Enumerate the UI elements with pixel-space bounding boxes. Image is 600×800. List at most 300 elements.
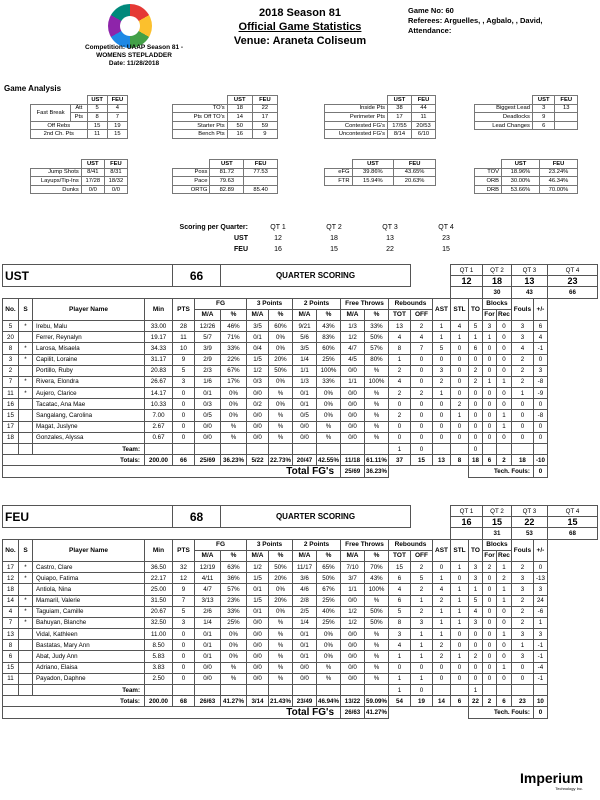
- stat-cell: 0%: [221, 388, 247, 399]
- stat-cell: 1: [451, 606, 469, 617]
- row-label: Inside Pts: [325, 104, 388, 113]
- sub-pct: %: [365, 550, 389, 561]
- row-label: TOV: [475, 168, 502, 177]
- qt-header: QT 4: [547, 265, 597, 276]
- stat-cell: 0: [411, 399, 433, 410]
- stat-cell: 7: [173, 595, 195, 606]
- player-row: [3, 343, 598, 354]
- col-ust: UST: [227, 96, 252, 105]
- quarter-score: 15: [483, 517, 512, 528]
- sub-for: For: [483, 550, 497, 561]
- blank-cell: [433, 444, 451, 455]
- stat-cell: 0/3: [195, 399, 221, 410]
- inside-pts-table: [324, 95, 436, 139]
- stat-cell: 1: [433, 606, 451, 617]
- total-fgs-value: 25/69: [341, 466, 365, 478]
- stat-row: [173, 177, 278, 186]
- stat-cell: 4: [511, 343, 533, 354]
- stat-cell: 100%: [365, 584, 389, 595]
- stat-cell: 0: [451, 662, 469, 673]
- sub-for: For: [483, 309, 497, 320]
- cell: 30.00%: [502, 177, 540, 186]
- stat-cell: 0: [497, 651, 512, 662]
- venue-label: Venue: Araneta Coliseum: [233, 35, 367, 47]
- col-ast: AST: [433, 298, 451, 320]
- stat-cell: 5.83: [145, 651, 173, 662]
- stat-cell: 15: [389, 561, 411, 572]
- totals-row: [3, 696, 598, 707]
- stat-cell: 0: [483, 354, 497, 365]
- stat-cell: -1: [533, 651, 547, 662]
- stat-cell: 0: [451, 354, 469, 365]
- stat-cell: 0/1: [293, 629, 317, 640]
- stat-cell: 3/13: [195, 595, 221, 606]
- stat-cell: 1/2: [247, 561, 269, 572]
- stat-cell: *: [19, 617, 33, 628]
- stat-cell: 0/0: [341, 651, 365, 662]
- stat-cell: 1: [389, 673, 411, 684]
- stat-cell: 0: [511, 399, 533, 410]
- stat-cell: 2: [433, 595, 451, 606]
- stat-cell: 15: [3, 662, 19, 673]
- stat-cell: 0/0: [247, 629, 269, 640]
- qt-header: QT 1: [451, 265, 483, 276]
- stat-cell: 0: [483, 651, 497, 662]
- stat-cell: *: [19, 573, 33, 584]
- stat-cell: 5/7: [195, 332, 221, 343]
- stat-cell: 20%: [269, 354, 293, 365]
- stat-cell: 0/1: [195, 640, 221, 651]
- stat-cell: 3: [533, 365, 547, 376]
- col-2pts: 2 Points: [293, 298, 341, 309]
- stat-cell: %: [317, 662, 341, 673]
- cell: 38: [387, 104, 411, 113]
- stat-cell: *: [19, 376, 33, 387]
- spq-value: 16: [274, 246, 282, 253]
- cell: 17/28: [81, 177, 104, 186]
- blank-cell: [317, 444, 341, 455]
- stat-cell: %: [317, 421, 341, 432]
- stat-cell: 0/1: [293, 388, 317, 399]
- blank-cell: [433, 685, 451, 696]
- stat-cell: 0: [173, 662, 195, 673]
- row-label: TO's: [173, 104, 228, 113]
- stat-cell: 0: [483, 595, 497, 606]
- blank-cell: [3, 685, 19, 696]
- col-stl: STL: [451, 298, 469, 320]
- stat-cell: 17: [3, 561, 19, 572]
- stat-cell: 2: [411, 320, 433, 331]
- stat-cell: 0: [451, 376, 469, 387]
- tech-fouls-label: Tech. Fouls:: [469, 466, 534, 478]
- totals-label: Totals:: [3, 455, 145, 466]
- total-fgs-pct: 36.23%: [365, 466, 389, 478]
- stat-cell: 70%: [365, 561, 389, 572]
- col-fg: FG: [195, 539, 247, 550]
- stat-cell: 0: [469, 629, 483, 640]
- stat-cell: 34.33: [145, 343, 173, 354]
- stat-cell: 1: [469, 584, 483, 595]
- stat-cell: 0: [173, 432, 195, 443]
- total-cell: 13: [433, 455, 451, 466]
- stat-cell: 1: [433, 320, 451, 331]
- stat-cell: 3: [173, 376, 195, 387]
- total-cell: 41.27%: [221, 696, 247, 707]
- stat-cell: 1/6: [195, 376, 221, 387]
- stat-cell: 3: [511, 651, 533, 662]
- stat-cell: 0%: [269, 399, 293, 410]
- cell: 53.66%: [502, 185, 540, 194]
- stat-cell: 1: [433, 573, 451, 584]
- stat-cell: 1: [511, 640, 533, 651]
- stat-cell: 0: [451, 388, 469, 399]
- stat-cell: 50%: [365, 617, 389, 628]
- col-blocks: Blocks: [483, 298, 512, 309]
- stat-cell: 0/0: [247, 388, 269, 399]
- stat-cell: 1/1: [341, 376, 365, 387]
- stat-cell: 0: [173, 651, 195, 662]
- total-cell: 5/22: [247, 455, 269, 466]
- stat-cell: 0/1: [195, 388, 221, 399]
- cell: 15.94%: [352, 177, 394, 186]
- stat-cell: 5: [173, 606, 195, 617]
- stat-cell: 0: [497, 320, 512, 331]
- stat-cell: 0: [533, 354, 547, 365]
- stat-cell: 0: [173, 399, 195, 410]
- sub-ma: M/A: [195, 550, 221, 561]
- stat-cell: 22%: [221, 354, 247, 365]
- stat-cell: 2: [451, 399, 469, 410]
- stat-cell: 0: [469, 399, 483, 410]
- blank-cell: [365, 685, 389, 696]
- stat-cell: 36.50: [145, 561, 173, 572]
- stat-cell: 0/0: [247, 651, 269, 662]
- stat-cell: %: [365, 640, 389, 651]
- stat-cell: 0: [533, 432, 547, 443]
- stat-cell: 0: [511, 421, 533, 432]
- stat-cell: 0/0: [341, 410, 365, 421]
- stat-cell: Magat, Juslyne: [33, 421, 145, 432]
- stat-cell: 0: [451, 573, 469, 584]
- stat-cell: 5: [411, 573, 433, 584]
- cell: 17/55: [387, 121, 411, 130]
- sub-ma: M/A: [341, 550, 365, 561]
- total-cell: 61.11%: [365, 455, 389, 466]
- qt-header: QT 1: [451, 506, 483, 517]
- col-player: Player Name: [33, 298, 145, 320]
- stat-cell: Rivera, Elondra: [33, 376, 145, 387]
- stat-cell: 0: [497, 354, 512, 365]
- stat-cell: 0: [451, 673, 469, 684]
- total-cell: 200.00: [145, 455, 173, 466]
- col-3pts: 3 Points: [247, 539, 293, 550]
- season-title: 2018 Season 81: [259, 7, 341, 19]
- stat-cell: 0: [469, 388, 483, 399]
- col-ust: UST: [87, 96, 107, 105]
- stat-cell: 0: [497, 332, 512, 343]
- stat-cell: 2/6: [195, 606, 221, 617]
- stat-cell: 65%: [317, 561, 341, 572]
- stat-cell: 3/5: [293, 343, 317, 354]
- stat-cell: 2: [433, 640, 451, 651]
- stat-cell: 11: [3, 388, 19, 399]
- stat-cell: %: [365, 629, 389, 640]
- team-label: Team:: [33, 685, 145, 696]
- stat-cell: %: [365, 399, 389, 410]
- stat-cell: 1: [497, 410, 512, 421]
- qt-header: QT 4: [547, 506, 597, 517]
- stat-cell: 0: [173, 410, 195, 421]
- blank-cell: [195, 444, 221, 455]
- blank-cell: [341, 444, 365, 455]
- total-cell: -10: [533, 455, 547, 466]
- rebound-rate-table: [474, 159, 578, 194]
- stat-cell: 3: [469, 561, 483, 572]
- stat-cell: 28: [173, 320, 195, 331]
- stat-cell: Larosa, Misaela: [33, 343, 145, 354]
- cell: 5: [87, 104, 107, 113]
- stat-cell: 4: [389, 332, 411, 343]
- cell: 13: [555, 104, 578, 113]
- scoring-per-quarter: [170, 222, 474, 255]
- stat-cell: 0: [497, 673, 512, 684]
- shot-type-table: [30, 159, 128, 194]
- stat-cell: 0/1: [195, 629, 221, 640]
- stat-cell: %: [221, 673, 247, 684]
- col-feu: FEU: [104, 160, 127, 169]
- stat-row: [31, 177, 128, 186]
- stat-cell: 50%: [269, 561, 293, 572]
- stat-cell: Irebu, Malu: [33, 320, 145, 331]
- stat-cell: 2: [389, 410, 411, 421]
- stat-cell: 11.00: [145, 629, 173, 640]
- stat-cell: 1: [533, 617, 547, 628]
- col-ust: UST: [352, 160, 394, 169]
- stat-cell: Abat, Judy Ann: [33, 651, 145, 662]
- stat-cell: 0%: [221, 651, 247, 662]
- stat-cell: 1: [451, 332, 469, 343]
- stat-cell: 0: [483, 388, 497, 399]
- stat-cell: [19, 640, 33, 651]
- stat-cell: 5: [469, 320, 483, 331]
- stat-cell: 0: [497, 388, 512, 399]
- cell: 18/32: [104, 177, 127, 186]
- stat-cell: 0/0: [341, 595, 365, 606]
- cumulative-score: 53: [511, 528, 547, 539]
- stat-cell: 18: [3, 432, 19, 443]
- col-ust: UST: [387, 96, 411, 105]
- stat-cell: 0: [511, 673, 533, 684]
- col-starter: S: [19, 298, 33, 320]
- row-label: Off Rebs: [31, 121, 88, 130]
- stat-row: [325, 104, 436, 113]
- feu-box-score: [2, 505, 598, 719]
- stat-cell: 0: [411, 410, 433, 421]
- stat-cell: 1/4: [195, 617, 221, 628]
- qt-header: QT 2: [483, 265, 512, 276]
- stat-cell: 3: [511, 573, 533, 584]
- stat-row: [325, 113, 436, 122]
- cell: 77.53: [244, 168, 278, 177]
- cell: 4: [107, 104, 127, 113]
- stat-cell: 0: [451, 629, 469, 640]
- stat-cell: 5: [433, 343, 451, 354]
- stat-cell: 1/2: [341, 332, 365, 343]
- official-title: Official Game Statistics: [238, 21, 362, 33]
- total-fgs-label: Total FG's: [3, 707, 341, 719]
- col-ft: Free Throws: [341, 298, 389, 309]
- stat-cell: 0/0: [341, 388, 365, 399]
- blank-cell: [19, 444, 33, 455]
- stat-cell: 0: [173, 421, 195, 432]
- lead-table: [474, 95, 578, 130]
- col-stl: STL: [451, 539, 469, 561]
- stat-cell: 2: [433, 651, 451, 662]
- stat-row: [173, 104, 278, 113]
- row-label: Pts Off TO's: [173, 113, 228, 122]
- row-label: Deadlocks: [475, 113, 533, 122]
- cell: 8/14: [387, 130, 411, 139]
- stat-cell: 3: [411, 617, 433, 628]
- attendance-label: Attendance:: [408, 26, 452, 35]
- team-to: 0: [469, 444, 483, 455]
- brand-tag: Technology Inc.: [555, 786, 584, 791]
- stat-cell: 0: [469, 354, 483, 365]
- row-label: Biggest Lead: [475, 104, 533, 113]
- stat-cell: 0: [483, 629, 497, 640]
- stat-cell: 0/0: [195, 673, 221, 684]
- total-fgs-label: Total FG's: [3, 466, 341, 478]
- col-fouls: Fouls: [511, 298, 533, 320]
- stat-cell: 0/0: [247, 640, 269, 651]
- player-row: [3, 561, 598, 572]
- stat-cell: 0%: [269, 343, 293, 354]
- blank-cell: [451, 685, 469, 696]
- stat-cell: 25.00: [145, 584, 173, 595]
- stat-cell: 4/7: [195, 584, 221, 595]
- stat-cell: 0: [483, 617, 497, 628]
- stat-cell: 4/11: [195, 573, 221, 584]
- stat-cell: *: [19, 320, 33, 331]
- cumulative-score: [451, 528, 483, 539]
- total-cell: 21.43%: [269, 696, 293, 707]
- row-label: Lead Changes: [475, 121, 533, 130]
- stat-cell: 1: [433, 388, 451, 399]
- col-feu: FEU: [411, 96, 435, 105]
- stat-cell: %: [365, 410, 389, 421]
- stat-cell: 0: [173, 640, 195, 651]
- stat-cell: 10: [173, 343, 195, 354]
- total-cell: 2: [483, 696, 497, 707]
- stat-cell: 0: [451, 432, 469, 443]
- stat-row: [325, 121, 436, 130]
- competition-label: Competition: UAAP Season 81 - WOMENS STEPLADDER: [84, 44, 184, 59]
- blank-cell: [247, 444, 269, 455]
- stat-cell: 3: [511, 320, 533, 331]
- col-no: No.: [3, 539, 19, 561]
- stat-cell: 33%: [221, 606, 247, 617]
- row-label: Contested FG's: [325, 121, 388, 130]
- stat-cell: 0: [433, 421, 451, 432]
- stat-cell: 0: [497, 432, 512, 443]
- stat-cell: 0: [483, 410, 497, 421]
- stat-cell: 0: [411, 354, 433, 365]
- stat-cell: [19, 584, 33, 595]
- col-to: TO: [469, 539, 483, 561]
- stat-cell: 0/5: [195, 410, 221, 421]
- total-cell: 36.23%: [221, 455, 247, 466]
- quarter-score: 12: [451, 276, 483, 287]
- stat-row: [173, 185, 278, 194]
- stat-cell: Castro, Clare: [33, 561, 145, 572]
- stat-cell: 12/19: [195, 561, 221, 572]
- stat-cell: [19, 432, 33, 443]
- col-reb: Rebounds: [389, 539, 433, 550]
- stat-cell: %: [269, 673, 293, 684]
- stat-cell: 0/0: [195, 421, 221, 432]
- cell: [244, 177, 278, 186]
- stat-cell: 50%: [365, 606, 389, 617]
- cell: 9: [532, 113, 555, 122]
- col-min: Min: [145, 298, 173, 320]
- player-row: [3, 432, 598, 443]
- stat-cell: 3: [533, 629, 547, 640]
- cell: 43.65%: [394, 168, 436, 177]
- stat-cell: 0: [497, 617, 512, 628]
- efg-table: [324, 159, 436, 186]
- quarter-score: 15: [547, 517, 597, 528]
- stat-cell: Taguiam, Camille: [33, 606, 145, 617]
- cell: 39.86%: [352, 168, 394, 177]
- stat-cell: 0: [483, 673, 497, 684]
- stat-cell: 0: [451, 343, 469, 354]
- blank-cell: [341, 685, 365, 696]
- sub-off: OFF: [411, 550, 433, 561]
- stat-row: [475, 185, 578, 194]
- stat-cell: 6: [389, 573, 411, 584]
- stat-cell: 4/5: [341, 354, 365, 365]
- stat-cell: 0: [433, 410, 451, 421]
- stat-cell: 0: [511, 432, 533, 443]
- stat-cell: 0%: [317, 629, 341, 640]
- stat-cell: 0%: [317, 651, 341, 662]
- stat-cell: 1: [497, 561, 512, 572]
- stat-cell: %: [365, 421, 389, 432]
- stat-cell: 50%: [317, 573, 341, 584]
- sub-tot: TOT: [389, 309, 411, 320]
- stat-cell: 6: [3, 651, 19, 662]
- blank-cell: [533, 685, 547, 696]
- stat-cell: -1: [533, 673, 547, 684]
- total-cell: 14: [433, 696, 451, 707]
- player-row: [3, 629, 598, 640]
- team-row: [3, 685, 598, 696]
- cell: 16: [227, 130, 252, 139]
- stat-cell: 9/21: [293, 320, 317, 331]
- cell: 15: [107, 130, 127, 139]
- team-score: 66: [173, 265, 221, 287]
- blank-cell: [195, 685, 221, 696]
- cell: 0/0: [104, 185, 127, 194]
- stat-cell: 0%: [317, 410, 341, 421]
- stat-cell: 0/5: [293, 410, 317, 421]
- stat-cell: 1/3: [341, 320, 365, 331]
- col-feu: FEU: [252, 96, 277, 105]
- player-row: [3, 651, 598, 662]
- stat-cell: 1/4: [293, 617, 317, 628]
- stat-cell: 0: [433, 673, 451, 684]
- stat-cell: 3.83: [145, 662, 173, 673]
